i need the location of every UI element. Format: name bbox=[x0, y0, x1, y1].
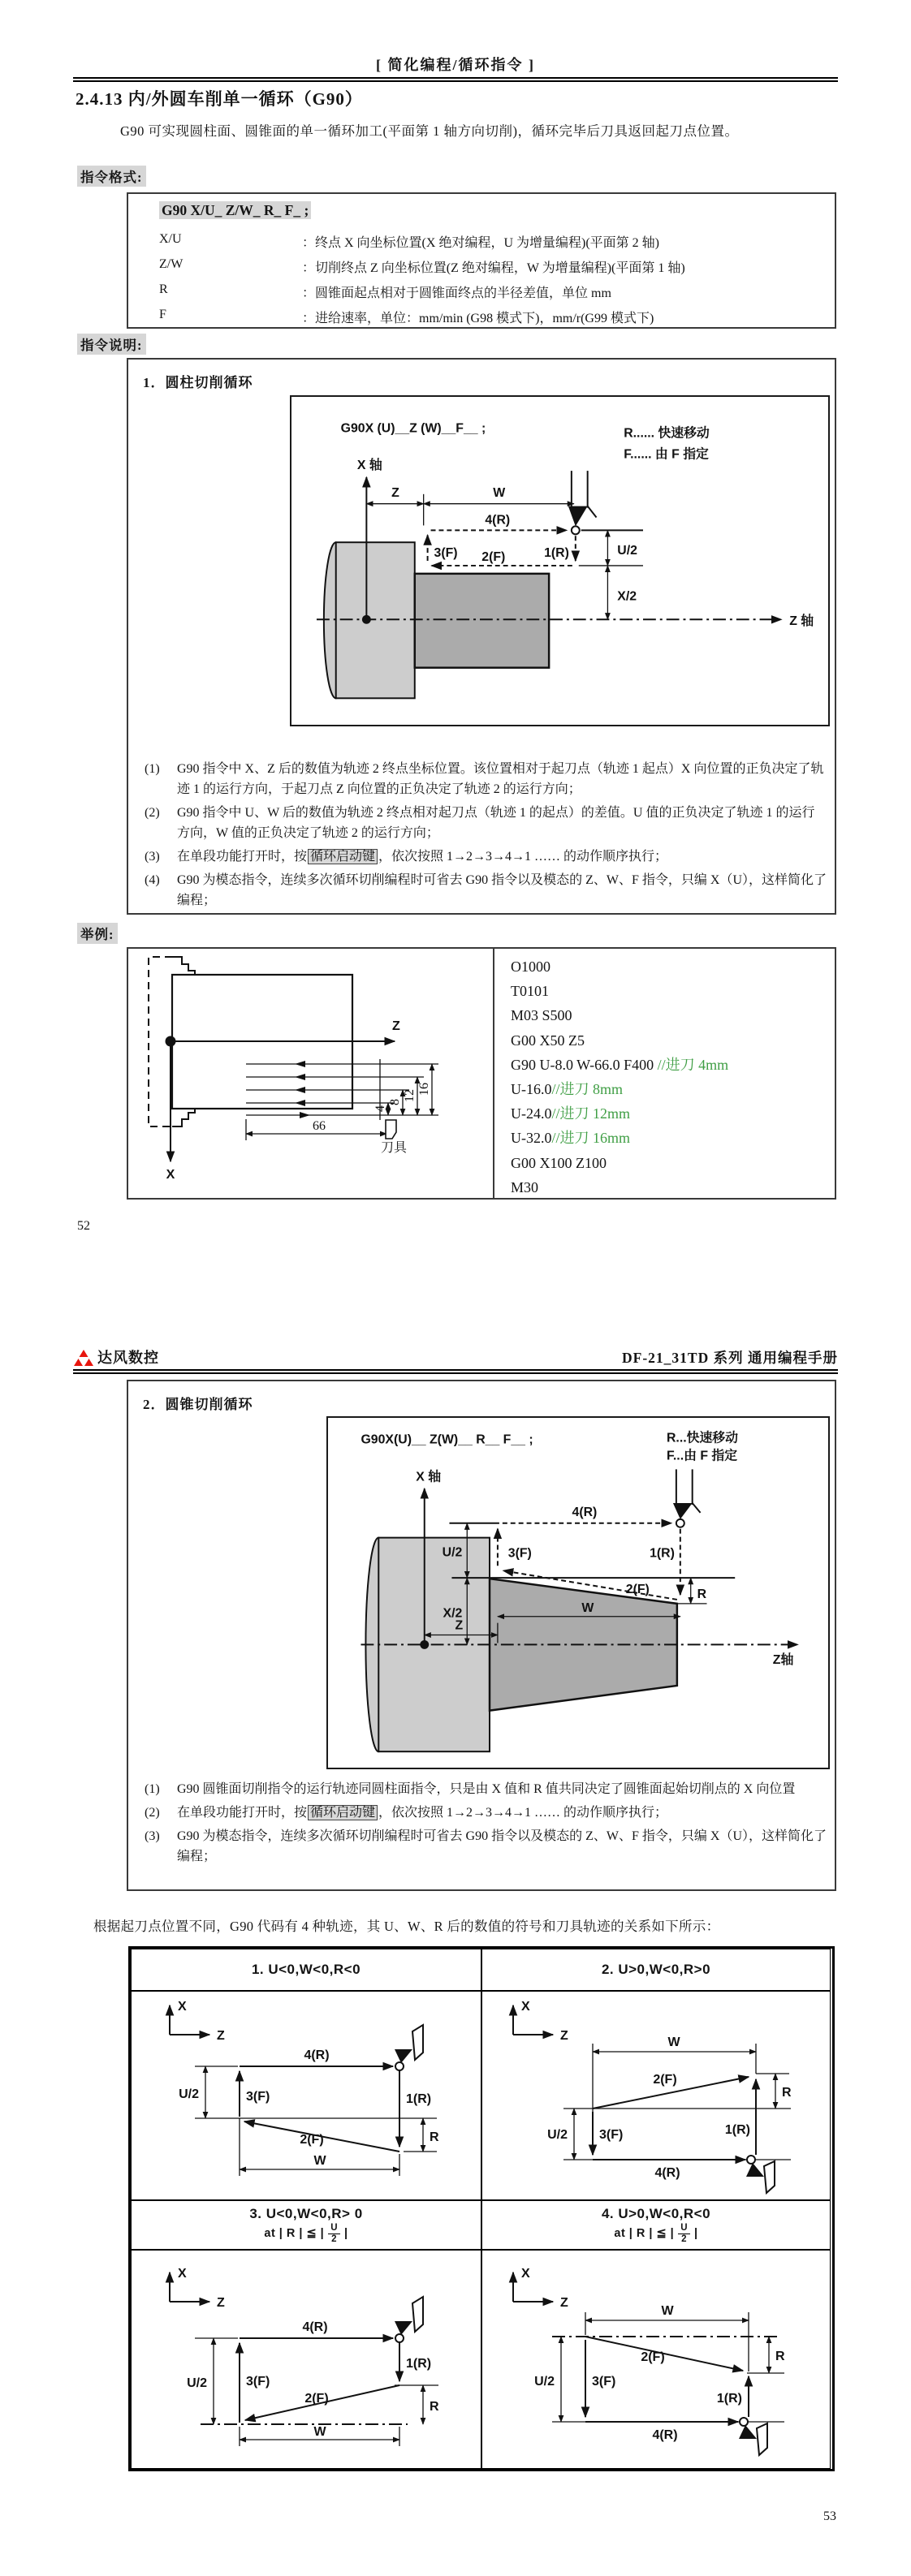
example-diagram bbox=[128, 949, 493, 1198]
svg-text:16: 16 bbox=[417, 1083, 431, 1096]
svg-text:2(F): 2(F) bbox=[653, 2073, 677, 2087]
svg-text:U/2: U/2 bbox=[179, 2087, 199, 2101]
brand-name: 达风数控 bbox=[97, 1350, 159, 1366]
quadrant-4-condition: at | R | ≦ | $\frac{U}{2}$ | bbox=[614, 2222, 698, 2244]
note-number: (1) bbox=[145, 762, 160, 776]
param-desc: ：圆锥面起点相对于圆锥面终点的半径差值，单位 mm bbox=[302, 286, 611, 300]
start-point bbox=[747, 2156, 755, 2164]
svg-text:3(F): 3(F) bbox=[507, 1546, 532, 1561]
origin-point bbox=[362, 615, 371, 624]
quadrant-2-header: 2. U>0,W<0,R>0 bbox=[481, 1949, 831, 1991]
example-label: 举例: bbox=[77, 923, 118, 944]
svg-text:X: X bbox=[178, 2267, 187, 2281]
svg-text:2(F): 2(F) bbox=[300, 2133, 324, 2147]
svg-text:R: R bbox=[782, 2086, 792, 2100]
legend-rapid: R...... 快速移动 bbox=[624, 426, 710, 441]
legend-feed: F...由 F 指定 bbox=[666, 1449, 738, 1463]
svg-text:Z: Z bbox=[392, 1019, 400, 1033]
svg-text:X 轴: X 轴 bbox=[356, 459, 382, 473]
description-label: 指令说明: bbox=[77, 334, 146, 355]
cylinder-notes bbox=[140, 759, 827, 914]
note: (4) G90 为模态指令，连续多次循环切削编程时可省去 G90 指令以及模态的 Z、W、F 指令，只编 X（U），这样简化了编程； bbox=[140, 870, 827, 911]
svg-text:Z: Z bbox=[560, 2029, 568, 2043]
trajectory-intro: 根据起刀点位置不同，G90 代码有 4 种轨迹，其 U、W、R 后的数值的符号和刀具轨迹的关系如下所示： bbox=[93, 1919, 720, 1934]
start-point bbox=[395, 2062, 404, 2070]
cycle-start-key: 循环启动键 bbox=[308, 849, 378, 864]
origin-point bbox=[420, 1640, 429, 1649]
svg-text:W: W bbox=[313, 2425, 326, 2439]
quadrant-4-header: 4. U>0,W<0,R<0 at | R | ≦ | $\frac{U}{2}$ | bbox=[481, 2200, 831, 2250]
axes bbox=[513, 2000, 568, 2043]
manual-title: DF-21_31TD 系列 通用编程手册 bbox=[622, 1350, 838, 1366]
svg-text:X: X bbox=[521, 2000, 530, 2014]
start-point bbox=[676, 1519, 684, 1527]
svg-text:X/2: X/2 bbox=[617, 589, 637, 604]
code-line: G00 X100 Z100 bbox=[511, 1154, 607, 1171]
code-line: G90 U-8.0 W-66.0 F400 //进刀 4mm bbox=[511, 1056, 729, 1073]
tool-icon bbox=[673, 1469, 701, 1518]
svg-text:3(F): 3(F) bbox=[599, 2128, 624, 2142]
cone-notes bbox=[140, 1779, 827, 1870]
svg-text:R: R bbox=[430, 2400, 439, 2414]
note: (1) G90 圆锥面切削指令的运行轨迹同圆柱面指令，只是由 X 值和 R 值共同决定了圆锥面起始切削点的 X 向位置 bbox=[140, 1779, 827, 1799]
quadrant-3-condition: at | R | ≦ | $\frac{U}{2}$ | bbox=[264, 2222, 348, 2244]
section-title: 2.4.13 内/外圆车削单一循环（G90） bbox=[76, 89, 363, 109]
brand bbox=[73, 1346, 159, 1368]
svg-text:W: W bbox=[661, 2304, 674, 2318]
quadrant-1-diagram bbox=[132, 1992, 481, 2199]
format-box bbox=[127, 192, 836, 329]
svg-text:4(R): 4(R) bbox=[304, 2048, 330, 2062]
svg-text:2(F): 2(F) bbox=[481, 550, 506, 564]
svg-text:1(R): 1(R) bbox=[650, 1546, 675, 1561]
tool-icon bbox=[568, 471, 597, 526]
svg-text:W: W bbox=[581, 1600, 594, 1615]
axes bbox=[513, 2267, 568, 2310]
svg-text:Z: Z bbox=[217, 2296, 225, 2310]
svg-text:66: 66 bbox=[313, 1119, 326, 1133]
param-name: Z/W bbox=[159, 257, 183, 271]
code-line: M30 bbox=[511, 1178, 539, 1195]
quadrant-3-diagram-cell bbox=[131, 2250, 481, 2469]
cone-heading: 2．圆锥切削循环 bbox=[143, 1397, 253, 1412]
trajectory-table bbox=[128, 1946, 835, 2471]
tool-icon bbox=[381, 1120, 408, 1155]
svg-text:12: 12 bbox=[403, 1089, 417, 1102]
quadrant-1-diagram-cell bbox=[131, 1991, 481, 2200]
svg-text:3(F): 3(F) bbox=[434, 546, 458, 561]
code-line: U-16.0//进刀 8mm bbox=[511, 1081, 624, 1098]
quadrant-3-diagram bbox=[132, 2251, 481, 2467]
start-point bbox=[395, 2334, 404, 2342]
svg-text:U/2: U/2 bbox=[534, 2375, 555, 2389]
cycle-start-key: 循环启动键 bbox=[308, 1805, 378, 1820]
note: (1) G90 指令中 X、Z 后的数值为轨迹 2 终点坐标位置。该位置相对于起刀点（轨迹 1 起点）X 向位置的正负决定了轨迹 1 的运行方向，于起刀点 Z 向位置的正负决定了轨迹 2 的运行方向； bbox=[140, 759, 827, 799]
param-desc: ：终点 X 向坐标位置(X 绝对编程，U 为增量编程)(平面第 2 轴) bbox=[302, 236, 659, 250]
code-line: O1000 bbox=[511, 958, 550, 975]
svg-text:1(R): 1(R) bbox=[406, 2092, 432, 2106]
svg-text:Z: Z bbox=[391, 485, 399, 500]
quadrant-1-header: 1. U<0,W<0,R<0 bbox=[131, 1949, 481, 1991]
u2-x2-dimensions bbox=[579, 530, 643, 619]
svg-text:2(F): 2(F) bbox=[641, 2350, 665, 2364]
svg-text:3(F): 3(F) bbox=[246, 2375, 270, 2389]
cylinder-section-box bbox=[127, 358, 836, 915]
svg-text:X: X bbox=[521, 2267, 530, 2281]
cone-section-box bbox=[127, 1380, 836, 1891]
svg-text:1(R): 1(R) bbox=[544, 546, 569, 561]
svg-text:W: W bbox=[493, 485, 506, 500]
note-number: (1) bbox=[145, 1782, 160, 1796]
svg-text:X: X bbox=[178, 2000, 187, 2014]
param-desc: ：切削终点 Z 向坐标位置(Z 绝对编程，W 为增量编程)(平面第 1 轴) bbox=[302, 261, 685, 275]
quadrant-2-diagram bbox=[482, 1992, 830, 2199]
svg-text:Z 轴: Z 轴 bbox=[789, 614, 814, 629]
param-name: R bbox=[159, 282, 168, 296]
brand-logo-icon bbox=[73, 1349, 94, 1368]
param-name: X/U bbox=[159, 232, 182, 246]
svg-text:W: W bbox=[667, 2035, 680, 2049]
svg-text:R: R bbox=[430, 2130, 439, 2144]
page-header: [ 简化编程/循环指令 ] bbox=[376, 57, 535, 73]
legend-rapid: R...快速移动 bbox=[666, 1431, 739, 1445]
legend-feed: F...... 由 F 指定 bbox=[624, 447, 709, 462]
svg-text:R: R bbox=[775, 2350, 785, 2363]
svg-text:4(R): 4(R) bbox=[654, 2166, 680, 2180]
page-number-53: 53 bbox=[823, 2509, 836, 2523]
svg-text:4(R): 4(R) bbox=[485, 513, 511, 528]
svg-text:X 轴: X 轴 bbox=[416, 1470, 442, 1484]
example-diagram-cell bbox=[128, 949, 494, 1198]
intro-paragraph: G90 可实现圆柱面、圆锥面的单一循环加工(平面第 1 轴方向切削)，循环完毕后刀具返回起刀点位置。 bbox=[120, 123, 739, 139]
tool-icon bbox=[395, 2025, 423, 2063]
svg-text:X: X bbox=[166, 1168, 175, 1182]
depth-dimensions bbox=[373, 1059, 438, 1120]
page-number-52: 52 bbox=[77, 1219, 90, 1233]
note: (2) 在单段功能打开时，按 循环启动键 ，依次按照 1→2→3→4→1 …… 的动作顺序执行； bbox=[140, 1803, 827, 1823]
svg-text:R: R bbox=[697, 1587, 707, 1601]
header-rule bbox=[73, 77, 838, 82]
note: (2) G90 指令中 U、W 后的数值为轨迹 2 终点相对起刀点（轨迹 1 的起点）的差值。U 值的正负决定了轨迹 1 的运行方向，W 值的正负决定了轨迹 2 的运行方向； bbox=[140, 803, 827, 843]
svg-text:Z: Z bbox=[217, 2029, 225, 2043]
start-point bbox=[740, 2418, 748, 2426]
param-desc: ：进给速率，单位：mm/min (G98 模式下)，mm/r(G99 模式下) bbox=[302, 312, 654, 325]
svg-text:3(F): 3(F) bbox=[246, 2090, 270, 2104]
svg-text:Z: Z bbox=[455, 1618, 464, 1633]
svg-text:3(F): 3(F) bbox=[592, 2375, 616, 2389]
svg-text:1(R): 1(R) bbox=[724, 2123, 750, 2137]
axes bbox=[170, 2000, 225, 2043]
code-line: M03 S500 bbox=[511, 1007, 572, 1024]
cylinder-cycle-diagram bbox=[290, 395, 830, 726]
svg-text:U/2: U/2 bbox=[442, 1545, 463, 1560]
quadrant-2-diagram-cell bbox=[481, 1991, 831, 2200]
note-number: (2) bbox=[145, 1806, 160, 1820]
cone-cycle-diagram bbox=[326, 1416, 830, 1769]
start-point bbox=[572, 526, 580, 534]
code-line: U-32.0//进刀 16mm bbox=[511, 1130, 631, 1147]
note-number: (3) bbox=[145, 1829, 160, 1843]
svg-text:U/2: U/2 bbox=[617, 544, 637, 558]
svg-text:Z: Z bbox=[560, 2296, 568, 2310]
tool-icon bbox=[395, 2297, 423, 2335]
code-line: U-24.0//进刀 12mm bbox=[511, 1105, 631, 1122]
quadrant-3-header: 3. U<0,W<0,R> 0 at | R | ≦ | $\frac{U}{2}$ | bbox=[131, 2200, 481, 2250]
z-w-dimensions bbox=[366, 486, 573, 526]
svg-text:Z轴: Z轴 bbox=[772, 1653, 794, 1668]
quadrant-4-diagram-cell bbox=[481, 2250, 831, 2469]
cylinder-heading: 1．圆柱切削循环 bbox=[143, 375, 253, 390]
format-label: 指令格式: bbox=[77, 166, 146, 187]
svg-text:U/2: U/2 bbox=[547, 2128, 568, 2142]
quadrant-4-diagram bbox=[482, 2251, 830, 2467]
axes bbox=[170, 2267, 225, 2310]
param-name: F bbox=[159, 308, 166, 321]
svg-text:4(R): 4(R) bbox=[572, 1505, 598, 1519]
syntax-line: G90 X/U_ Z/W_ R_ F_ ; bbox=[159, 202, 311, 219]
svg-text:2(F): 2(F) bbox=[625, 1582, 650, 1596]
svg-text:U/2: U/2 bbox=[187, 2376, 207, 2390]
page2-header bbox=[73, 1343, 838, 1368]
note: (3) G90 为模态指令，连续多次循环切削编程时可省去 G90 指令以及模态的 Z、W、F 指令，只编 X（U），这样简化了编程； bbox=[140, 1826, 827, 1867]
example-code-cell bbox=[494, 949, 835, 1198]
svg-text:X/2: X/2 bbox=[443, 1606, 463, 1621]
code-line: G00 X50 Z5 bbox=[511, 1032, 585, 1049]
note-number: (2) bbox=[145, 806, 160, 820]
svg-text:1(R): 1(R) bbox=[406, 2357, 432, 2371]
svg-text:2(F): 2(F) bbox=[304, 2392, 329, 2406]
diagram-formula: G90X(U)__ Z(W)__ R__ F__ ; bbox=[361, 1432, 533, 1447]
note-number: (3) bbox=[145, 850, 160, 864]
tool-icon bbox=[739, 2423, 767, 2455]
diagram-formula: G90X (U)__Z (W)__F__ ; bbox=[340, 421, 486, 436]
svg-text:刀具: 刀具 bbox=[380, 1141, 408, 1155]
header2-rule bbox=[73, 1369, 838, 1374]
svg-text:W: W bbox=[313, 2154, 326, 2168]
svg-text:8: 8 bbox=[388, 1099, 402, 1105]
svg-text:4(R): 4(R) bbox=[652, 2428, 678, 2442]
svg-text:4: 4 bbox=[373, 1105, 387, 1112]
length-dimension bbox=[246, 1119, 386, 1140]
note-number: (4) bbox=[145, 873, 160, 887]
tool-path bbox=[428, 513, 576, 565]
tool-icon bbox=[746, 2161, 775, 2193]
example-box bbox=[127, 947, 836, 1200]
svg-text:1(R): 1(R) bbox=[716, 2392, 742, 2406]
code-line: T0101 bbox=[511, 983, 549, 1000]
note: (3) 在单段功能打开时，按 循环启动键 ，依次按照 1→2→3→4→1 …… 的动作顺序执行； bbox=[140, 846, 827, 867]
svg-text:4(R): 4(R) bbox=[302, 2320, 328, 2334]
